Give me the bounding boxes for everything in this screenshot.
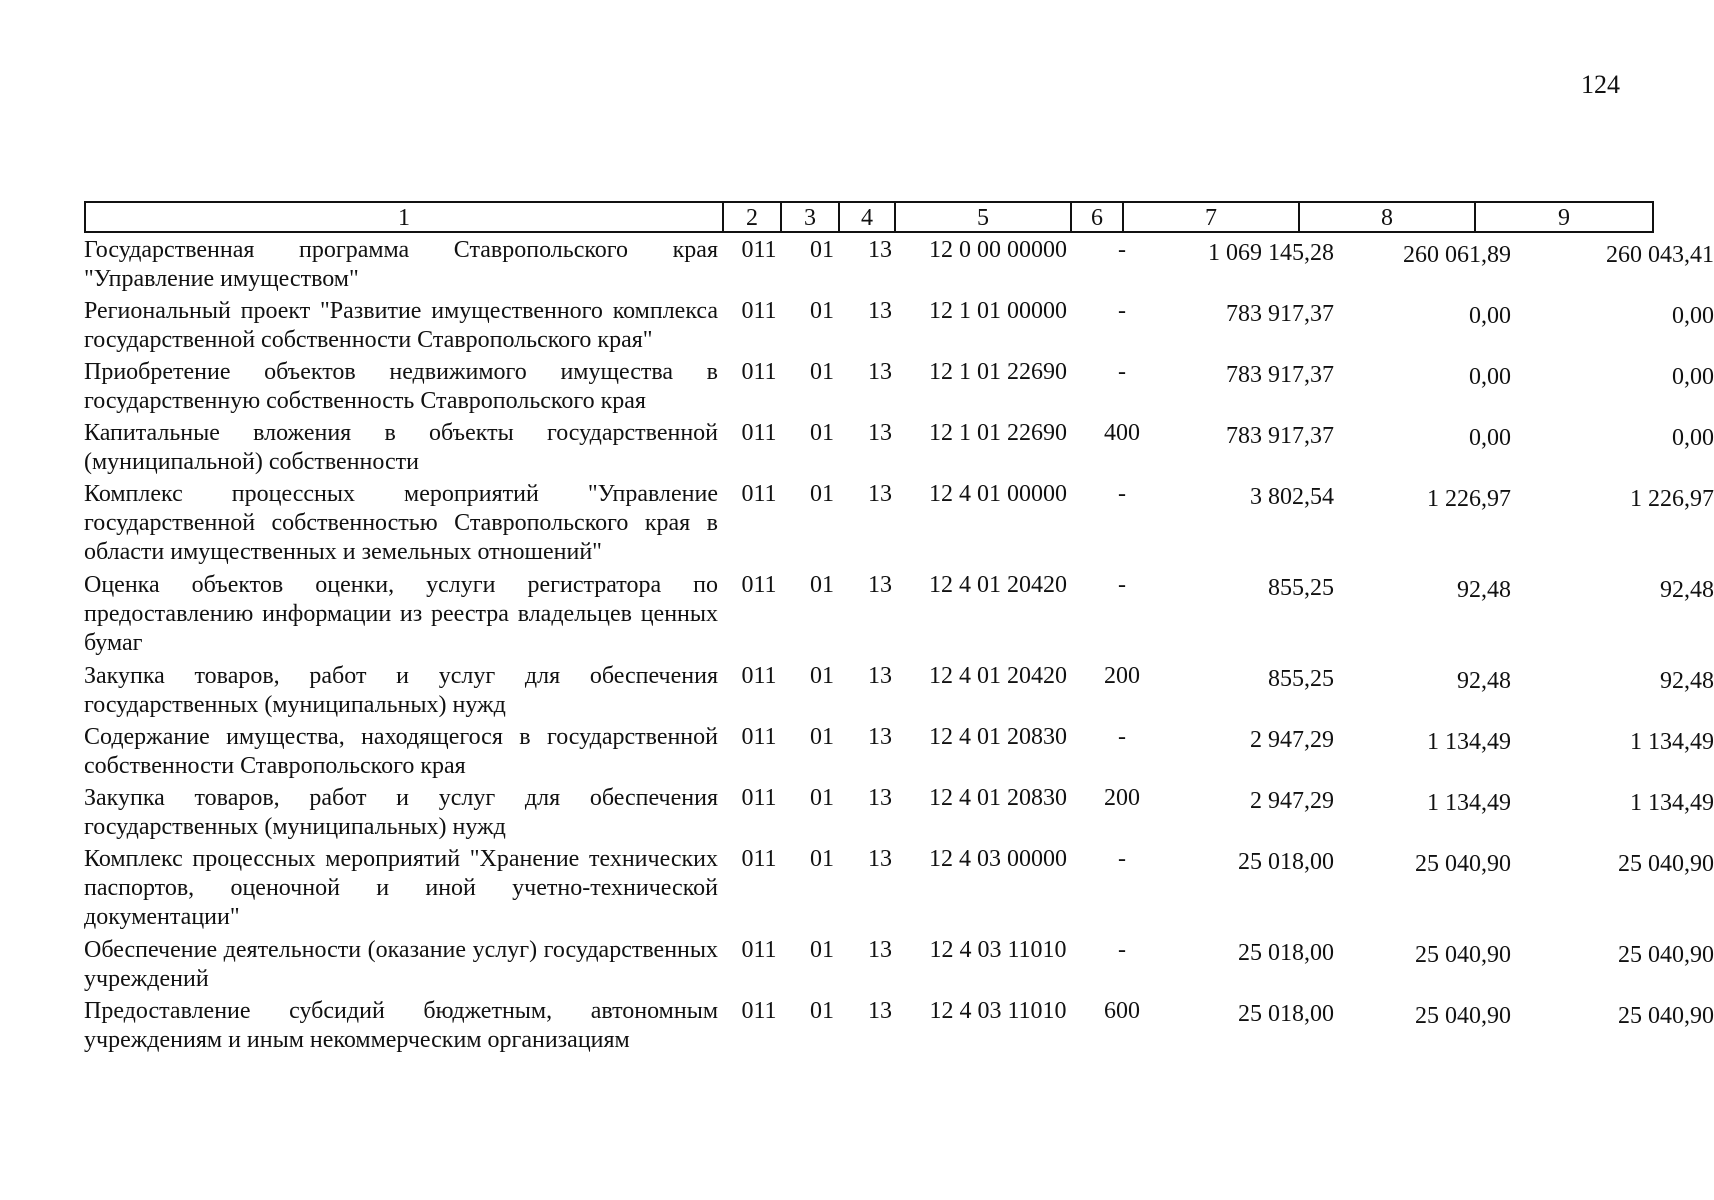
cell-col-6: -: [1118, 937, 1126, 963]
cell-col-6: -: [1118, 481, 1126, 507]
header-col-1: 1: [84, 201, 724, 233]
cell-col-6: -: [1118, 724, 1126, 750]
cell-col-7: 783 917,37: [1226, 362, 1334, 388]
cell-col-5: 12 4 01 20830: [929, 785, 1067, 811]
cell-col-4: 13: [868, 785, 892, 811]
cell-col-9: 92,48: [1660, 668, 1714, 694]
cell-col-3: 01: [810, 998, 834, 1024]
cell-col-2: 011: [741, 663, 777, 689]
cell-col-2: 011: [741, 359, 777, 385]
cell-col-3: 01: [810, 785, 834, 811]
cell-col-8: 25 040,90: [1415, 1003, 1511, 1029]
cell-col-2: 011: [741, 998, 777, 1024]
cell-col-4: 13: [868, 298, 892, 324]
cell-col-4: 13: [868, 359, 892, 385]
cell-col-9: 1 134,49: [1630, 790, 1714, 816]
cell-col-8: 1 134,49: [1427, 790, 1511, 816]
cell-col-3: 01: [810, 359, 834, 385]
page-number: 124: [1581, 70, 1620, 99]
row-name: Обеспечение деятельности (оказание услуг) государственных учреждений: [84, 937, 718, 992]
cell-col-9: 25 040,90: [1618, 1003, 1714, 1029]
cell-col-5: 12 4 03 11010: [929, 937, 1067, 963]
cell-col-7: 25 018,00: [1238, 1001, 1334, 1027]
row-name: Закупка товаров, работ и услуг для обеспечения государственных (муниципальных) нужд: [84, 663, 718, 718]
cell-col-8: 25 040,90: [1415, 942, 1511, 968]
cell-col-9: 1 226,97: [1630, 486, 1714, 512]
cell-col-7: 25 018,00: [1238, 940, 1334, 966]
cell-col-5: 12 1 01 22690: [929, 420, 1067, 446]
cell-col-6: 600: [1104, 998, 1140, 1024]
row-name: Оценка объектов оценки, услуги регистратора по предоставлению информации из реестра владельцев ценных бумаг: [84, 572, 718, 656]
cell-col-9: 25 040,90: [1618, 851, 1714, 877]
cell-col-7: 855,25: [1268, 666, 1334, 692]
cell-col-9: 1 134,49: [1630, 729, 1714, 755]
cell-col-9: 260 043,41: [1606, 242, 1714, 268]
header-col-5: 5: [894, 201, 1072, 233]
cell-col-3: 01: [810, 298, 834, 324]
cell-col-3: 01: [810, 846, 834, 872]
cell-col-9: 25 040,90: [1618, 942, 1714, 968]
row-name: Закупка товаров, работ и услуг для обеспечения государственных (муниципальных) нужд: [84, 785, 718, 840]
cell-col-8: 1 226,97: [1427, 486, 1511, 512]
cell-col-5: 12 4 01 00000: [929, 481, 1067, 507]
cell-col-4: 13: [868, 998, 892, 1024]
cell-col-6: -: [1118, 846, 1126, 872]
cell-col-2: 011: [741, 237, 777, 263]
cell-col-8: 92,48: [1457, 577, 1511, 603]
table-header: [84, 201, 1654, 233]
header-col-2: 2: [722, 201, 782, 233]
cell-col-5: 12 0 00 00000: [929, 237, 1067, 263]
cell-col-2: 011: [741, 785, 777, 811]
cell-col-2: 011: [741, 572, 777, 598]
row-name: Региональный проект "Развитие имущественного комплекса государственной собственности Ставропольского края": [84, 298, 718, 353]
cell-col-7: 783 917,37: [1226, 301, 1334, 327]
cell-col-3: 01: [810, 481, 834, 507]
cell-col-3: 01: [810, 237, 834, 263]
header-col-8: 8: [1298, 201, 1476, 233]
cell-col-8: 260 061,89: [1403, 242, 1511, 268]
cell-col-5: 12 4 03 11010: [929, 998, 1067, 1024]
row-name: Предоставление субсидий бюджетным, автономным учреждениям и иным некоммерческим организациям: [84, 998, 718, 1053]
cell-col-4: 13: [868, 724, 892, 750]
cell-col-3: 01: [810, 663, 834, 689]
cell-col-8: 0,00: [1469, 425, 1511, 451]
row-name: Государственная программа Ставропольского края "Управление имуществом": [84, 237, 718, 292]
cell-col-5: 12 1 01 22690: [929, 359, 1067, 385]
cell-col-2: 011: [741, 420, 777, 446]
cell-col-7: 855,25: [1268, 575, 1334, 601]
cell-col-8: 1 134,49: [1427, 729, 1511, 755]
cell-col-7: 783 917,37: [1226, 423, 1334, 449]
cell-col-9: 0,00: [1672, 425, 1714, 451]
cell-col-4: 13: [868, 572, 892, 598]
cell-col-9: 0,00: [1672, 303, 1714, 329]
cell-col-6: 400: [1104, 420, 1140, 446]
cell-col-8: 0,00: [1469, 303, 1511, 329]
header-col-7: 7: [1122, 201, 1300, 233]
cell-col-8: 92,48: [1457, 668, 1511, 694]
cell-col-6: -: [1118, 359, 1126, 385]
header-col-6: 6: [1070, 201, 1124, 233]
row-name: Капитальные вложения в объекты государственной (муниципальной) собственности: [84, 420, 718, 475]
cell-col-7: 3 802,54: [1250, 484, 1334, 510]
cell-col-4: 13: [868, 663, 892, 689]
cell-col-4: 13: [868, 481, 892, 507]
cell-col-7: 2 947,29: [1250, 727, 1334, 753]
cell-col-5: 12 4 01 20830: [929, 724, 1067, 750]
cell-col-5: 12 1 01 00000: [929, 298, 1067, 324]
cell-col-6: 200: [1104, 663, 1140, 689]
cell-col-4: 13: [868, 937, 892, 963]
cell-col-2: 011: [741, 481, 777, 507]
cell-col-2: 011: [741, 298, 777, 324]
cell-col-3: 01: [810, 937, 834, 963]
cell-col-2: 011: [741, 724, 777, 750]
cell-col-4: 13: [868, 420, 892, 446]
cell-col-7: 1 069 145,28: [1208, 240, 1334, 266]
cell-col-7: 2 947,29: [1250, 788, 1334, 814]
header-col-9: 9: [1474, 201, 1654, 233]
row-name: Содержание имущества, находящегося в государственной собственности Ставропольского края: [84, 724, 718, 779]
cell-col-7: 25 018,00: [1238, 849, 1334, 875]
cell-col-6: -: [1118, 237, 1126, 263]
cell-col-5: 12 4 03 00000: [929, 846, 1067, 872]
cell-col-4: 13: [868, 237, 892, 263]
cell-col-9: 92,48: [1660, 577, 1714, 603]
cell-col-8: 0,00: [1469, 364, 1511, 390]
cell-col-6: -: [1118, 298, 1126, 324]
cell-col-3: 01: [810, 420, 834, 446]
row-name: Приобретение объектов недвижимого имущества в государственную собственность Ставропольского края: [84, 359, 718, 414]
header-col-3: 3: [780, 201, 840, 233]
cell-col-5: 12 4 01 20420: [929, 663, 1067, 689]
cell-col-6: -: [1118, 572, 1126, 598]
cell-col-3: 01: [810, 572, 834, 598]
cell-col-4: 13: [868, 846, 892, 872]
header-col-4: 4: [838, 201, 896, 233]
cell-col-2: 011: [741, 846, 777, 872]
row-name: Комплекс процессных мероприятий "Хранение технических паспортов, оценочной и иной учетно-технической документации": [84, 846, 718, 930]
cell-col-2: 011: [741, 937, 777, 963]
cell-col-8: 25 040,90: [1415, 851, 1511, 877]
cell-col-3: 01: [810, 724, 834, 750]
cell-col-6: 200: [1104, 785, 1140, 811]
cell-col-9: 0,00: [1672, 364, 1714, 390]
row-name: Комплекс процессных мероприятий "Управление государственной собственностью Ставропольского края в области имущественных и земельных отношений": [84, 481, 718, 565]
cell-col-5: 12 4 01 20420: [929, 572, 1067, 598]
